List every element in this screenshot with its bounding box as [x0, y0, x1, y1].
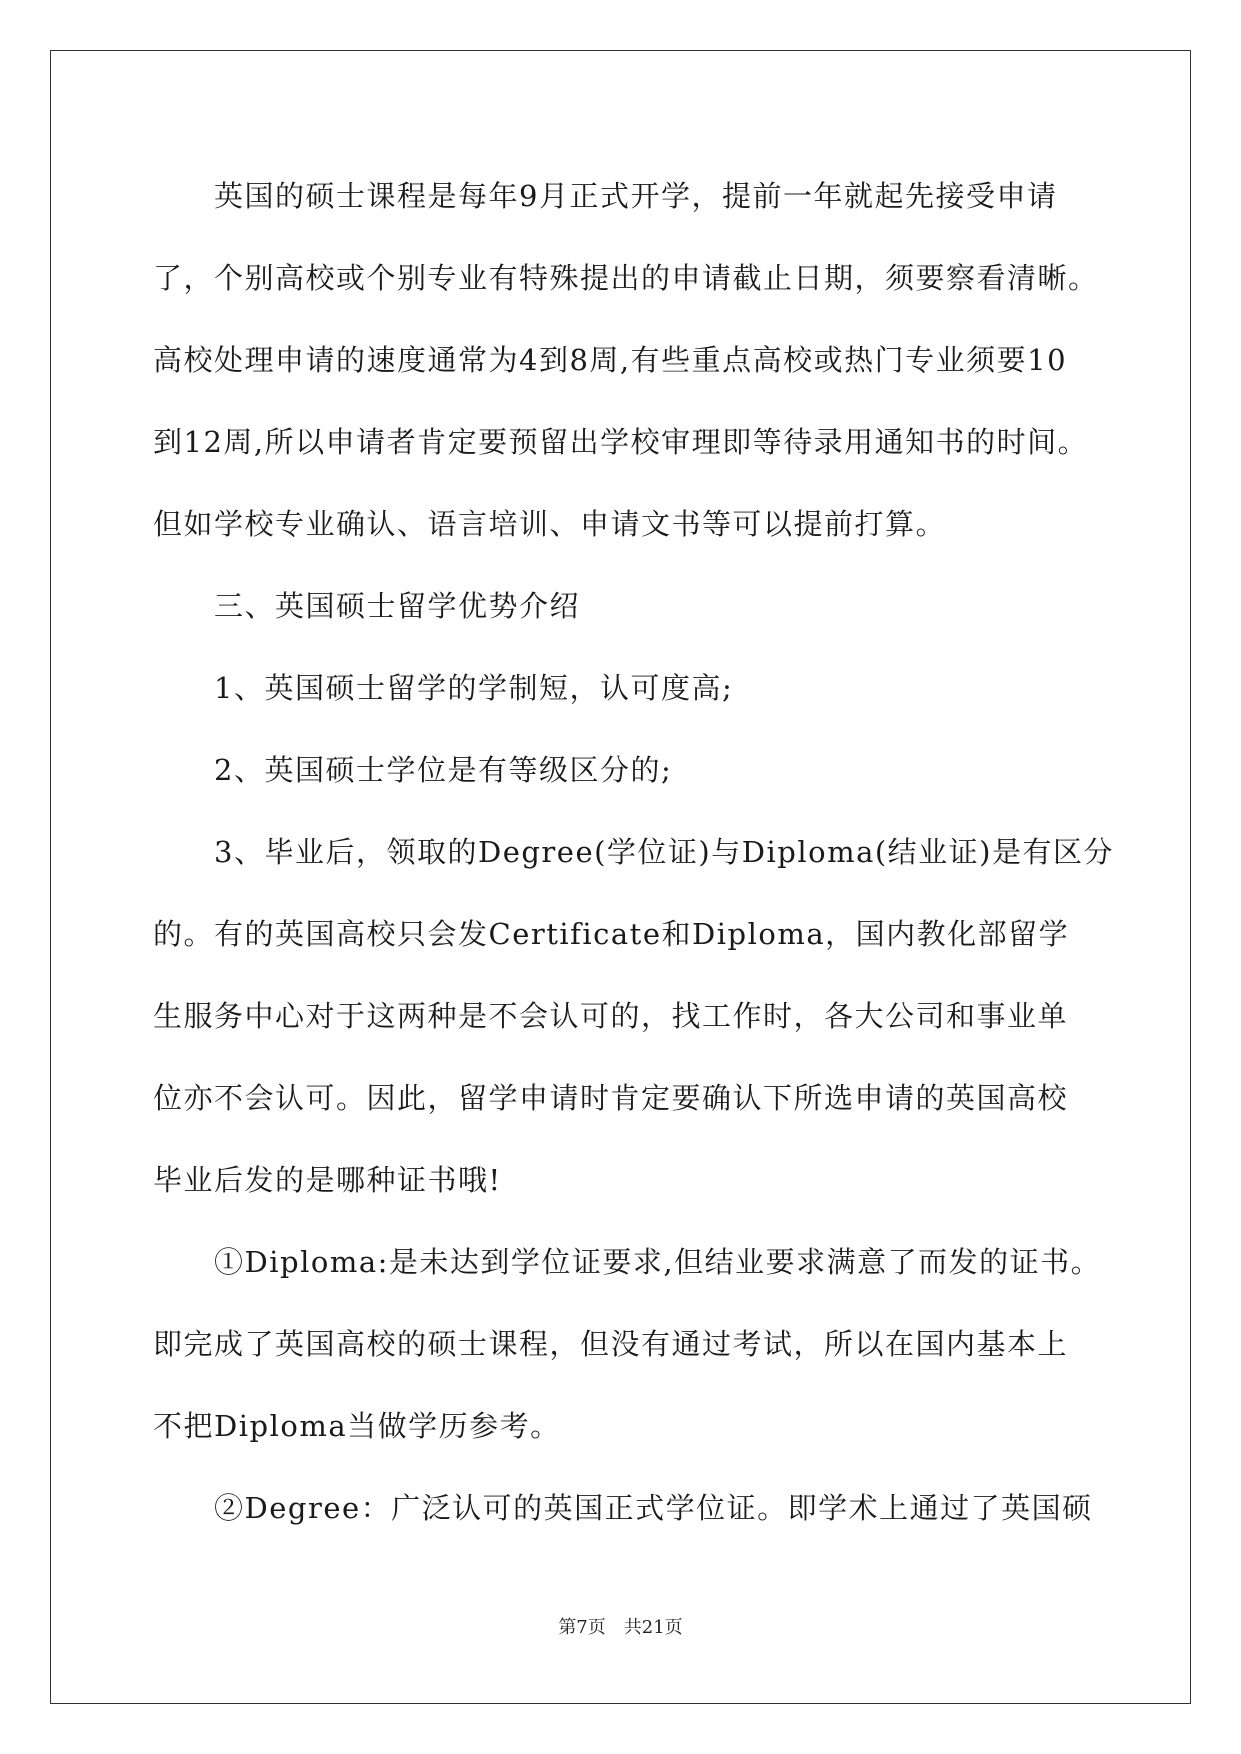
text-line: 毕业后发的是哪种证书哦! [153, 1163, 502, 1197]
page-number: 第7页 [558, 1617, 606, 1638]
text-line: 英国的硕士课程是每年9月正式开学，提前一年就起先接受申请 [153, 179, 1058, 213]
text-line: 高校处理申请的速度通常为4到8周,有些重点高校或热门专业须要10 [153, 343, 1068, 377]
text-line: 到12周,所以申请者肯定要预留出学校审理即等待录用通知书的时间。 [153, 425, 1089, 459]
text-line: 了，个别高校或个别专业有特殊提出的申请截止日期，须要察看清晰。 [153, 261, 1099, 295]
text-line: 生服务中心对于这两种是不会认可的，找工作时，各大公司和事业单 [153, 999, 1069, 1033]
text-line: 的。有的英国高校只会发Certificate和Diploma，国内教化部留学 [153, 917, 1070, 951]
text-line: 但如学校专业确认、语言培训、申请文书等可以提前打算。 [153, 507, 947, 541]
list-item: 1、英国硕士留学的学制短，认可度高; [153, 671, 734, 705]
list-item: ②Degree：广泛认可的英国正式学位证。即学术上通过了英国硕 [153, 1491, 1093, 1525]
list-item: 2、英国硕士学位是有等级区分的; [153, 753, 673, 787]
list-item: 3、毕业后，领取的Degree(学位证)与Diploma(结业证)是有区分 [153, 835, 1114, 869]
document-body [153, 155, 1114, 1549]
page-footer [0, 1616, 1241, 1640]
text-line: 位亦不会认可。因此，留学申请时肯定要确认下所选申请的英国高校 [153, 1081, 1069, 1115]
page-total: 共21页 [623, 1617, 683, 1638]
section-heading: 三、英国硕士留学优势介绍 [153, 589, 581, 623]
text-line: 即完成了英国高校的硕士课程，但没有通过考试，所以在国内基本上 [153, 1327, 1069, 1361]
list-item: ①Diploma:是未达到学位证要求,但结业要求满意了而发的证书。 [153, 1245, 1102, 1279]
text-line: 不把Diploma当做学历参考。 [153, 1409, 561, 1443]
